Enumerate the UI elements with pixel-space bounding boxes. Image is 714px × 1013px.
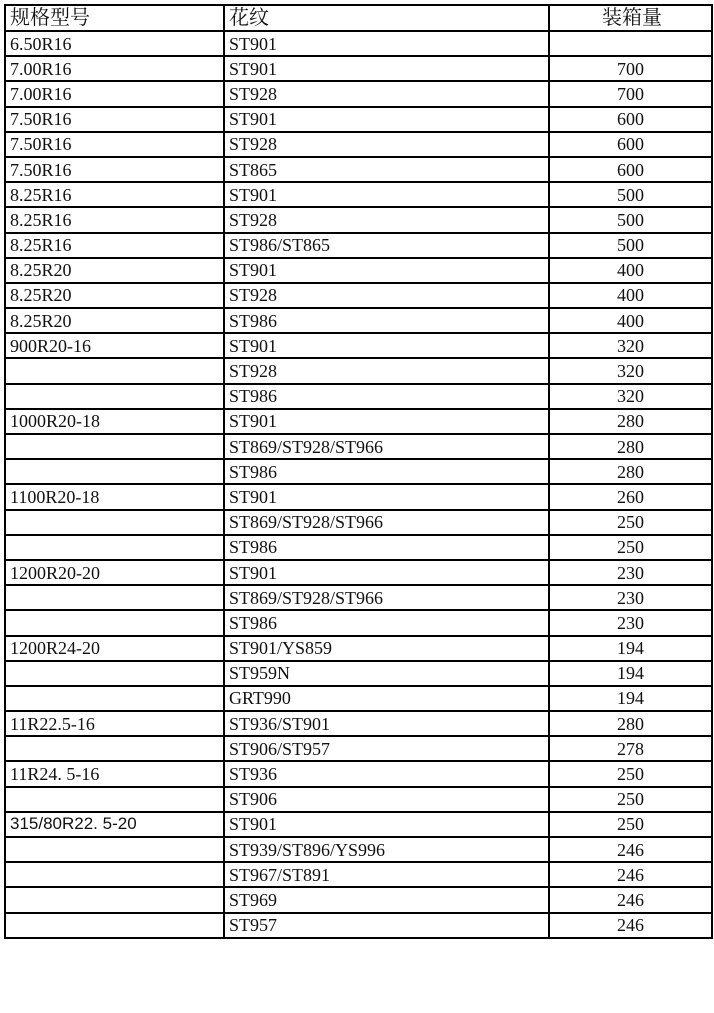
qty-cell: 400 (549, 308, 712, 333)
pattern-cell: ST936 (224, 761, 549, 786)
qty-cell: 194 (549, 686, 712, 711)
table-row (5, 585, 712, 610)
pattern-cell: ST901 (224, 812, 549, 837)
pattern-cell: ST901 (224, 409, 549, 434)
qty-cell: 320 (549, 384, 712, 409)
spec-cell (5, 510, 224, 535)
table-row (5, 812, 712, 837)
table-row (5, 761, 712, 786)
header-row (5, 5, 712, 31)
pattern-cell: ST986 (224, 459, 549, 484)
pattern-cell: ST906 (224, 787, 549, 812)
pattern-cell: ST901/YS859 (224, 636, 549, 661)
qty-cell: 230 (549, 610, 712, 635)
qty-cell: 250 (549, 812, 712, 837)
pattern-cell: ST901 (224, 333, 549, 358)
header-pattern: 花纹 (224, 5, 549, 31)
spec-cell (5, 837, 224, 862)
qty-cell: 194 (549, 636, 712, 661)
table-row (5, 510, 712, 535)
pattern-cell: ST986 (224, 308, 549, 333)
spec-cell: 8.25R20 (5, 283, 224, 308)
table-row (5, 837, 712, 862)
spec-cell: 6.50R16 (5, 31, 224, 56)
spec-cell: 7.50R16 (5, 132, 224, 157)
spec-cell: 1000R20-18 (5, 409, 224, 434)
pattern-cell: ST901 (224, 560, 549, 585)
qty-cell: 280 (549, 409, 712, 434)
qty-cell: 246 (549, 887, 712, 912)
spec-cell (5, 736, 224, 761)
table-row (5, 358, 712, 383)
pattern-cell: ST869/ST928/ST966 (224, 510, 549, 535)
spec-cell (5, 862, 224, 887)
header-spec: 规格型号 (5, 5, 224, 31)
table-row (5, 182, 712, 207)
pattern-cell: ST928 (224, 132, 549, 157)
header-qty: 装箱量 (549, 5, 712, 31)
qty-cell: 230 (549, 560, 712, 585)
pattern-cell: ST967/ST891 (224, 862, 549, 887)
spec-cell: 7.00R16 (5, 56, 224, 81)
qty-cell: 246 (549, 913, 712, 938)
spec-cell (5, 787, 224, 812)
spec-cell: 7.00R16 (5, 81, 224, 106)
table-row (5, 887, 712, 912)
spec-cell: 8.25R20 (5, 258, 224, 283)
pattern-cell: ST986/ST865 (224, 233, 549, 258)
table-row (5, 233, 712, 258)
pattern-cell: ST928 (224, 81, 549, 106)
qty-cell: 250 (549, 761, 712, 786)
qty-cell: 500 (549, 207, 712, 232)
spec-cell: 8.25R16 (5, 233, 224, 258)
table-row (5, 283, 712, 308)
qty-cell: 260 (549, 484, 712, 509)
pattern-cell: ST936/ST901 (224, 711, 549, 736)
spec-cell: 8.25R16 (5, 207, 224, 232)
qty-cell: 600 (549, 107, 712, 132)
spec-cell (5, 535, 224, 560)
pattern-cell: ST986 (224, 384, 549, 409)
table-row (5, 484, 712, 509)
pattern-cell: ST928 (224, 207, 549, 232)
qty-cell: 600 (549, 132, 712, 157)
table-row (5, 31, 712, 56)
qty-cell: 320 (549, 358, 712, 383)
qty-cell: 246 (549, 862, 712, 887)
qty-cell: 500 (549, 233, 712, 258)
spec-cell: 8.25R20 (5, 308, 224, 333)
table-row (5, 862, 712, 887)
spec-cell (5, 686, 224, 711)
spec-cell: 1200R24-20 (5, 636, 224, 661)
table-row (5, 132, 712, 157)
pattern-cell: ST928 (224, 283, 549, 308)
spec-cell: 1200R20-20 (5, 560, 224, 585)
pattern-cell: ST869/ST928/ST966 (224, 585, 549, 610)
table-row (5, 107, 712, 132)
table-row (5, 81, 712, 106)
spec-cell: 11R24. 5-16 (5, 761, 224, 786)
qty-cell: 700 (549, 56, 712, 81)
spec-cell: 1100R20-18 (5, 484, 224, 509)
pattern-cell: ST901 (224, 182, 549, 207)
table-row (5, 636, 712, 661)
qty-cell: 400 (549, 283, 712, 308)
spec-cell: 900R20-16 (5, 333, 224, 358)
qty-cell: 500 (549, 182, 712, 207)
pattern-cell: ST928 (224, 358, 549, 383)
table-row (5, 207, 712, 232)
pattern-cell: ST939/ST896/YS996 (224, 837, 549, 862)
pattern-cell: ST957 (224, 913, 549, 938)
qty-cell: 280 (549, 434, 712, 459)
pattern-cell: ST906/ST957 (224, 736, 549, 761)
table-row (5, 686, 712, 711)
table-row (5, 56, 712, 81)
pattern-cell: ST865 (224, 157, 549, 182)
qty-cell: 246 (549, 837, 712, 862)
pattern-cell: ST901 (224, 258, 549, 283)
spec-cell (5, 610, 224, 635)
table-row (5, 157, 712, 182)
qty-cell: 400 (549, 258, 712, 283)
spec-cell: 7.50R16 (5, 157, 224, 182)
spec-cell: 11R22.5-16 (5, 711, 224, 736)
pattern-cell: ST969 (224, 887, 549, 912)
spec-cell (5, 434, 224, 459)
table-row (5, 258, 712, 283)
table-row (5, 434, 712, 459)
tire-spec-table (4, 4, 713, 939)
qty-cell (549, 31, 712, 56)
spec-cell: 7.50R16 (5, 107, 224, 132)
pattern-cell: ST901 (224, 484, 549, 509)
qty-cell: 250 (549, 787, 712, 812)
spec-cell: 8.25R16 (5, 182, 224, 207)
spec-cell (5, 585, 224, 610)
table-row (5, 535, 712, 560)
table-row (5, 711, 712, 736)
table-row (5, 787, 712, 812)
table-row (5, 409, 712, 434)
spec-cell: 315/80R22. 5-20 (5, 812, 224, 837)
qty-cell: 320 (549, 333, 712, 358)
spec-cell (5, 459, 224, 484)
qty-cell: 230 (549, 585, 712, 610)
table-row (5, 913, 712, 938)
qty-cell: 600 (549, 157, 712, 182)
spec-cell (5, 384, 224, 409)
table-row (5, 384, 712, 409)
spec-cell (5, 887, 224, 912)
spec-cell (5, 661, 224, 686)
pattern-cell: ST986 (224, 535, 549, 560)
pattern-cell: ST959N (224, 661, 549, 686)
table-row (5, 736, 712, 761)
pattern-cell: ST986 (224, 610, 549, 635)
table-body (5, 31, 712, 938)
table-row (5, 333, 712, 358)
table-row (5, 459, 712, 484)
qty-cell: 194 (549, 661, 712, 686)
table-row (5, 661, 712, 686)
qty-cell: 280 (549, 459, 712, 484)
pattern-cell: ST869/ST928/ST966 (224, 434, 549, 459)
qty-cell: 278 (549, 736, 712, 761)
pattern-cell: ST901 (224, 31, 549, 56)
table-row (5, 308, 712, 333)
qty-cell: 250 (549, 510, 712, 535)
table-row (5, 560, 712, 585)
spec-cell (5, 358, 224, 383)
table-row (5, 610, 712, 635)
spec-cell (5, 913, 224, 938)
qty-cell: 700 (549, 81, 712, 106)
pattern-cell: ST901 (224, 56, 549, 81)
qty-cell: 280 (549, 711, 712, 736)
pattern-cell: GRT990 (224, 686, 549, 711)
pattern-cell: ST901 (224, 107, 549, 132)
qty-cell: 250 (549, 535, 712, 560)
